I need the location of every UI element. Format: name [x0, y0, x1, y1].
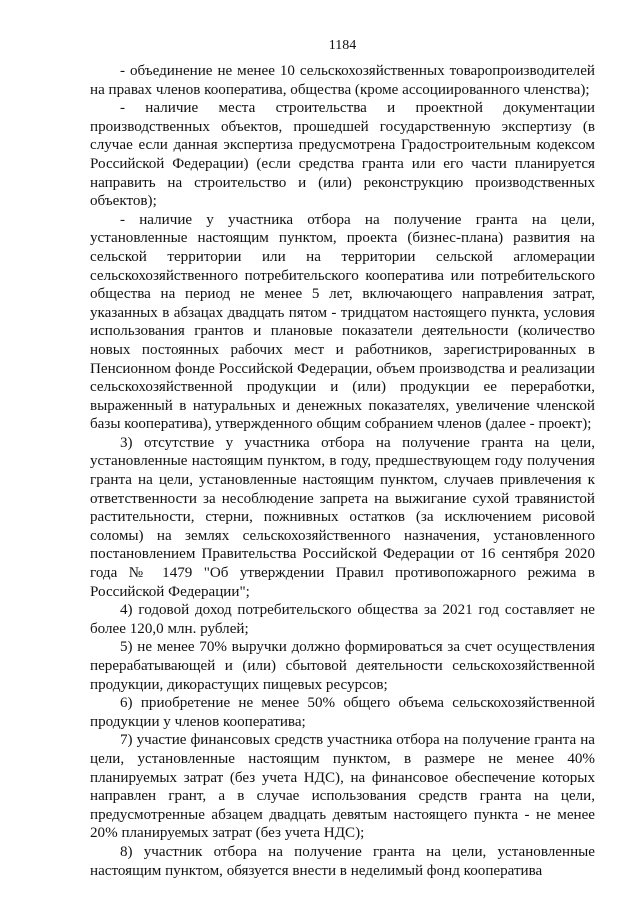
paragraph-6: 5) не менее 70% выручки должно формироваться за счет осуществления перерабатывающей и (или) сбытовой деятельности сельскохозяйственной продукции, дикорастущих пищевых ресурсов; [90, 639, 595, 693]
paragraph-7: 6) приобретение не менее 50% общего объема сельскохозяйственной продукции у членов кооператива; [90, 695, 595, 730]
paragraph-4: 3) отсутствие у участника отбора на получение гранта на цели, установленные настоящим пунктом, в году, предшествующем году получения гранта на цели, установленные настоящим пунктом, случаев привлечения к ответственности за несоблюдение запрета на выжигание сухой травянистой растительности, стерни, пожнивных остатков (за исключением рисовой соломы) на землях сельскохозяйственного назначения, установленного постановлением Правительства Российской Федерации от 16 сентября 2020 года № 1479 "Об утверждении Правил противопожарного режима в Российской Федерации"; [90, 434, 595, 600]
paragraph-1: - объединение не менее 10 сельскохозяйственных товаропроизводителей на правах членов кооператива, общества (кроме ассоциированного членства); [90, 63, 595, 98]
page-number: 1184 [328, 38, 357, 53]
paragraph-3: - наличие у участника отбора на получение гранта на цели, установленные настоящим пунктом, проекта (бизнес-плана) развития на сельской территории или на территории сельской агломерации сельскохозяйственного потребительского кооператива или потребительского общества на период не менее 5 лет, включающего направления затрат, указанных в абзацах двадцать пятом - тридцатом настоящего пункта, условия использования грантов и плановые показатели деятельности (количество новых постоянных рабочих мест и работников, зарегистрированных в Пенсионном фонде Российской Федерации, объем производства и реализации сельскохозяйственной продукции и (или) продукции ее переработки, выраженный в натуральных и денежных показателях, увеличение членской базы кооператива), утвержденного общим собранием членов (далее - проект); [90, 211, 595, 433]
document-page [90, 0, 595, 905]
paragraph-5: 4) годовой доход потребительского общества за 2021 год составляет не более 120,0 млн. рублей; [90, 602, 595, 637]
paragraph-8: 7) участие финансовых средств участника отбора на получение гранта на цели, установленные настоящим пунктом, в размере не менее 40% планируемых затрат (без учета НДС), на финансовое обеспечение которых направлен грант, а в случае использования средств гранта на цели, предусмотренные абзацем двадцать девятым настоящего пункта - не менее 20% планируемых затрат (без учета НДС); [90, 732, 595, 842]
paragraph-9: 8) участник отбора на получение гранта на цели, установленные настоящим пунктом, обязуется внести в неделимый фонд кооператива [90, 843, 595, 879]
document-body [90, 62, 595, 880]
paragraph-2: - наличие места строительства и проектной документации производственных объектов, прошедшей государственную экспертизу (в случае если данная экспертиза предусмотрена Градостроительным кодексом Российской Федерации) (если средства гранта или его части планируется направить на строительство и (или) реконструкцию производственных объектов); [90, 100, 595, 210]
